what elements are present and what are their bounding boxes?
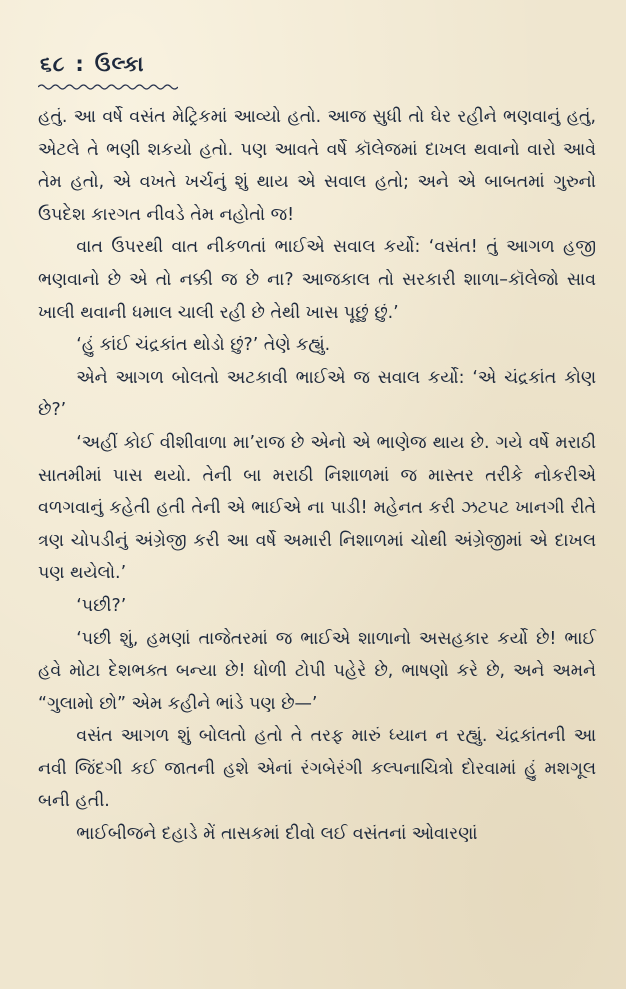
header-separator: : bbox=[75, 52, 85, 76]
book-title: ઉલ્કા bbox=[94, 52, 145, 76]
page-number: ૬૮ bbox=[40, 52, 66, 76]
body-text bbox=[38, 101, 596, 851]
page-header bbox=[40, 52, 596, 77]
paragraph-8: વસંત આગળ શું બોલતો હતો તે તરફ મારું ધ્યાન ન રહ્યું. ચંદ્રકાંતની આ નવી જિંદગી કઈ જાતની હશે એનાં રંગબેરંગી કલ્પનાચિત્રો દોરવામાં હું મશગૂલ બની હતી. bbox=[38, 726, 596, 812]
paragraph-7: ‘પછી શું, હમણાં તાજેતરમાં જ ભાઈએ શાળાનો અસહકાર કર્યો છે! ભાઈ હવે મોટા દેશભક્ત બન્યા છે! ધોળી ટોપી પહેરે છે, ભાષણો કરે છે, અને અમને “ગુલામો છો” એમ કહીને ભાંડે પણ છે—’ bbox=[38, 628, 596, 714]
paragraph-9: ભાઈબીજને દહાડે મેં તાસકમાં દીવો લઈ વસંતનાં ઓવારણાં bbox=[76, 824, 478, 845]
decorative-wavy-rule bbox=[38, 83, 178, 91]
paragraph-4: એને આગળ બોલતો અટકાવી ભાઈએ જ સવાલ કર્યો: ‘એ ચંદ્રકાંત કોણ છે?’ bbox=[38, 367, 596, 421]
paragraph-6: ‘પછી?’ bbox=[76, 595, 127, 616]
paragraph-3: ‘હું કાંઈ ચંદ્રકાંત થોડો છું?’ તેણે કહ્યું. bbox=[76, 335, 331, 356]
paragraph-2: વાત ઉપરથી વાત નીકળતાં ભાઈએ સવાલ કર્યો: ‘વસંત! તું આગળ હજી ભણવાનો છે એ તો નક્કી જ છે ના? આજકાલ તો સરકારી શાળા–કૉલેજો સાવ ખાલી થવાની ધમાલ ચાલી રહી છે તેથી ખાસ પૂછું છું.’ bbox=[38, 237, 596, 323]
paragraph-5: ‘અહીં કોઈ વીશીવાળા મા’રાજ છે એનો એ ભાણેજ થાય છે. ગયે વર્ષે મરાઠી સાતમીમાં પાસ થયો. તેની બા મરાઠી નિશાળમાં જ માસ્તર તરીકે નોકરીએ વળગવાનું કહેતી હતી તેની એ ભાઈએ ના પાડી! મહેનત કરી ઝટપટ ખાનગી રીતે ત્રણ ચોપડીનું અંગ્રેજી કરી આ વર્ષે અમારી નિશાળમાં ચોથી અંગ્રેજીમાં એ દાખલ પણ થયેલો.’ bbox=[38, 432, 596, 584]
paragraph-1: હતું. આ વર્ષે વસંત મેટ્રિકમાં આવ્યો હતો. આજ સુધી તો ઘેર રહીને ભણવાનું હતું, એટલે તે ભણી શકયો હતો. પણ આવતે વર્ષે કૉલેજમાં દાખલ થવાનો વારો આવે તેમ હતો, એ વખતે ખર્ચનું શું થાય એ સવાલ હતો; અને એ બાબતમાં ગુરુનો ઉપદેશ કારગત નીવડે તેમ નહોતો જ! bbox=[38, 107, 596, 225]
